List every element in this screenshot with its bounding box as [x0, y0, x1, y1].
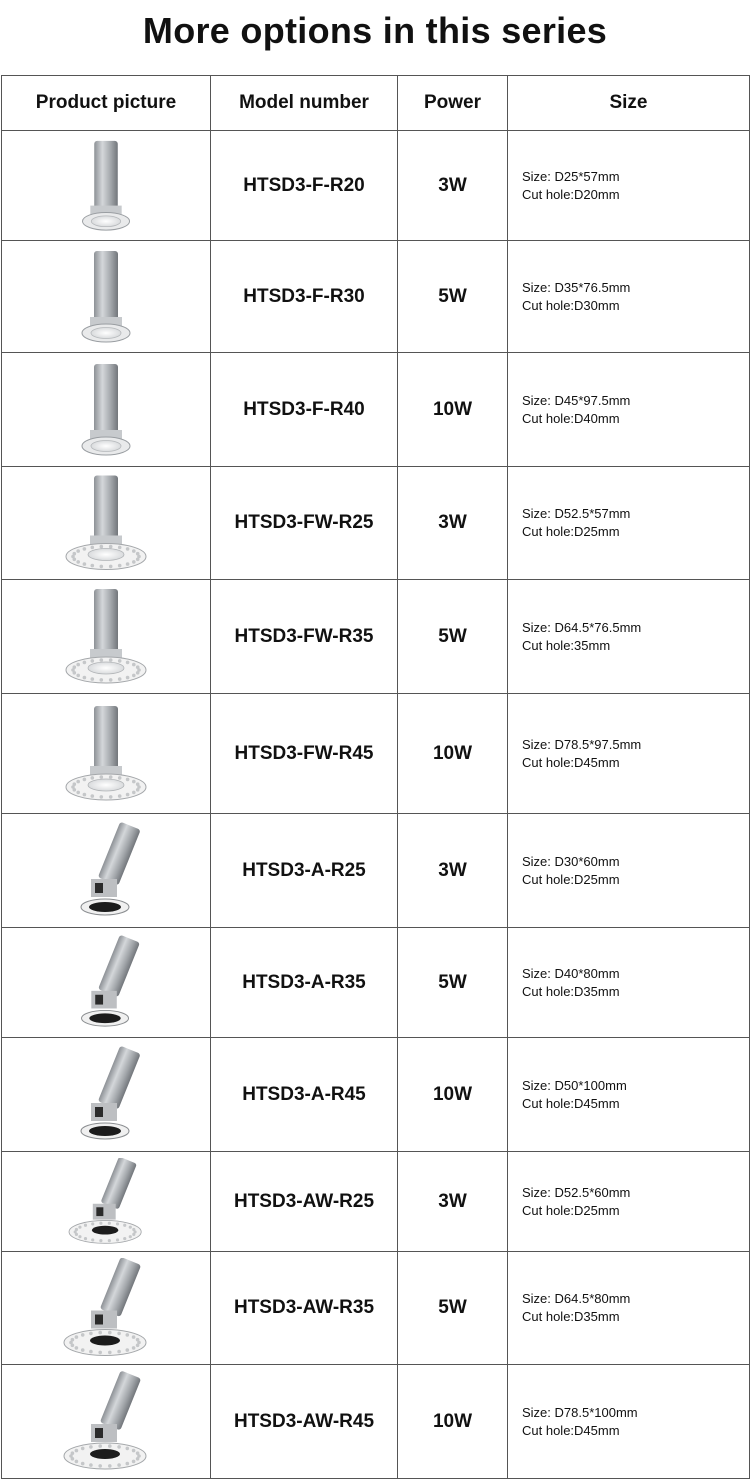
power-cell: 5W: [398, 1252, 508, 1365]
header-product-picture: Product picture: [2, 76, 211, 131]
power-cell: 5W: [398, 928, 508, 1038]
size-dimensions: Size: D52.5*57mm: [522, 506, 631, 521]
product-picture-cell: [2, 814, 211, 928]
table-row: [2, 131, 750, 241]
size-dimensions: Size: D35*76.5mm: [522, 279, 631, 295]
header-size: Size: [508, 76, 750, 131]
size-cell: [508, 814, 750, 928]
page-title: More options in this series: [142, 10, 608, 51]
power-cell: 10W: [398, 694, 508, 814]
adjustable-downlight-icon: [61, 820, 151, 922]
cut-hole: Cut hole:D25mm: [522, 524, 620, 539]
adjustable-downlight-icon: [61, 1044, 151, 1146]
model-number-cell: HTSD3-F-R40: [211, 353, 398, 467]
size-dimensions: Size: D78.5*100mm: [522, 1404, 638, 1420]
product-picture-cell: [2, 467, 211, 580]
product-options-table: [1, 75, 750, 1479]
adjustable-trimless-downlight-icon: [61, 1158, 151, 1246]
product-picture-cell: [2, 1365, 211, 1479]
trimless-downlight-icon: [61, 700, 151, 808]
size-dimensions: Size: D30*60mm: [522, 853, 620, 869]
size-dimensions: Size: D64.5*80mm: [522, 1291, 631, 1306]
adjustable-downlight-icon: [61, 934, 151, 1032]
table-row: [2, 1038, 750, 1152]
cut-hole: Cut hole:D25mm: [522, 1202, 620, 1218]
model-number-cell: HTSD3-AW-R25: [211, 1152, 398, 1252]
size-cell: [508, 694, 750, 814]
size-cell: [508, 580, 750, 694]
size-dimensions: Size: D45*97.5mm: [522, 392, 631, 408]
model-number-cell: HTSD3-FW-R35: [211, 580, 398, 694]
size-cell: [508, 467, 750, 580]
size-cell: [508, 1038, 750, 1152]
power-cell: 5W: [398, 241, 508, 353]
cut-hole: Cut hole:D45mm: [522, 1422, 620, 1438]
adjustable-trimless-downlight-icon: [61, 1258, 151, 1359]
product-picture-cell: [2, 241, 211, 353]
size-dimensions: Size: D40*80mm: [522, 965, 620, 981]
cut-hole: Cut hole:D40mm: [522, 410, 620, 426]
size-dimensions: Size: D25*57mm: [522, 168, 620, 184]
model-number-cell: HTSD3-AW-R35: [211, 1252, 398, 1365]
model-number-cell: HTSD3-A-R45: [211, 1038, 398, 1152]
product-picture-cell: [2, 694, 211, 814]
table-row: [2, 694, 750, 814]
table-row: [2, 241, 750, 353]
product-picture-cell: [2, 1252, 211, 1365]
product-picture-cell: [2, 131, 211, 241]
size-cell: [508, 1152, 750, 1252]
cut-hole: Cut hole:D30mm: [522, 297, 620, 313]
size-dimensions: Size: D50*100mm: [522, 1077, 627, 1093]
size-dimensions: Size: D64.5*76.5mm: [522, 619, 642, 635]
power-cell: 3W: [398, 1152, 508, 1252]
product-picture-cell: [2, 1152, 211, 1252]
table-row: [2, 580, 750, 694]
size-cell: [508, 241, 750, 353]
product-picture-cell: [2, 353, 211, 467]
product-picture-cell: [2, 928, 211, 1038]
size-cell: [508, 353, 750, 467]
model-number-cell: HTSD3-FW-R45: [211, 694, 398, 814]
table-header-row: [2, 76, 750, 131]
table-row: [2, 353, 750, 467]
size-dimensions: Size: D52.5*60mm: [522, 1184, 631, 1200]
power-cell: 3W: [398, 131, 508, 241]
straight-downlight-icon: [61, 359, 151, 461]
cut-hole: Cut hole:D20mm: [522, 186, 620, 202]
header-model-number: Model number: [211, 76, 398, 131]
trimless-downlight-icon: [61, 473, 151, 574]
product-picture-cell: [2, 580, 211, 694]
model-number-cell: HTSD3-F-R30: [211, 241, 398, 353]
header-power: Power: [398, 76, 508, 131]
product-picture-cell: [2, 1038, 211, 1152]
model-number-cell: HTSD3-AW-R45: [211, 1365, 398, 1479]
power-cell: 5W: [398, 580, 508, 694]
power-cell: 10W: [398, 1038, 508, 1152]
trimless-downlight-icon: [61, 586, 151, 688]
cut-hole: Cut hole:D35mm: [522, 1309, 620, 1324]
table-row: [2, 1252, 750, 1365]
cut-hole: Cut hole:35mm: [522, 637, 611, 653]
model-number-cell: HTSD3-A-R35: [211, 928, 398, 1038]
size-cell: [508, 928, 750, 1038]
size-cell: [508, 131, 750, 241]
cut-hole: Cut hole:D25mm: [522, 871, 620, 887]
table-row: [2, 814, 750, 928]
straight-downlight-icon: [61, 137, 151, 235]
model-number-cell: HTSD3-F-R20: [211, 131, 398, 241]
table-row: [2, 1152, 750, 1252]
model-number-cell: HTSD3-FW-R25: [211, 467, 398, 580]
cut-hole: Cut hole:D45mm: [522, 1095, 620, 1111]
model-number-cell: HTSD3-A-R25: [211, 814, 398, 928]
power-cell: 10W: [398, 353, 508, 467]
cut-hole: Cut hole:D45mm: [522, 754, 620, 770]
size-cell: [508, 1252, 750, 1365]
straight-downlight-icon: [61, 247, 151, 347]
size-cell: [508, 1365, 750, 1479]
power-cell: 3W: [398, 814, 508, 928]
table-row: [2, 467, 750, 580]
table-row: [2, 1365, 750, 1479]
cut-hole: Cut hole:D35mm: [522, 983, 620, 999]
size-dimensions: Size: D78.5*97.5mm: [522, 736, 642, 752]
adjustable-trimless-downlight-icon: [61, 1371, 151, 1473]
table-row: [2, 928, 750, 1038]
power-cell: 10W: [398, 1365, 508, 1479]
power-cell: 3W: [398, 467, 508, 580]
